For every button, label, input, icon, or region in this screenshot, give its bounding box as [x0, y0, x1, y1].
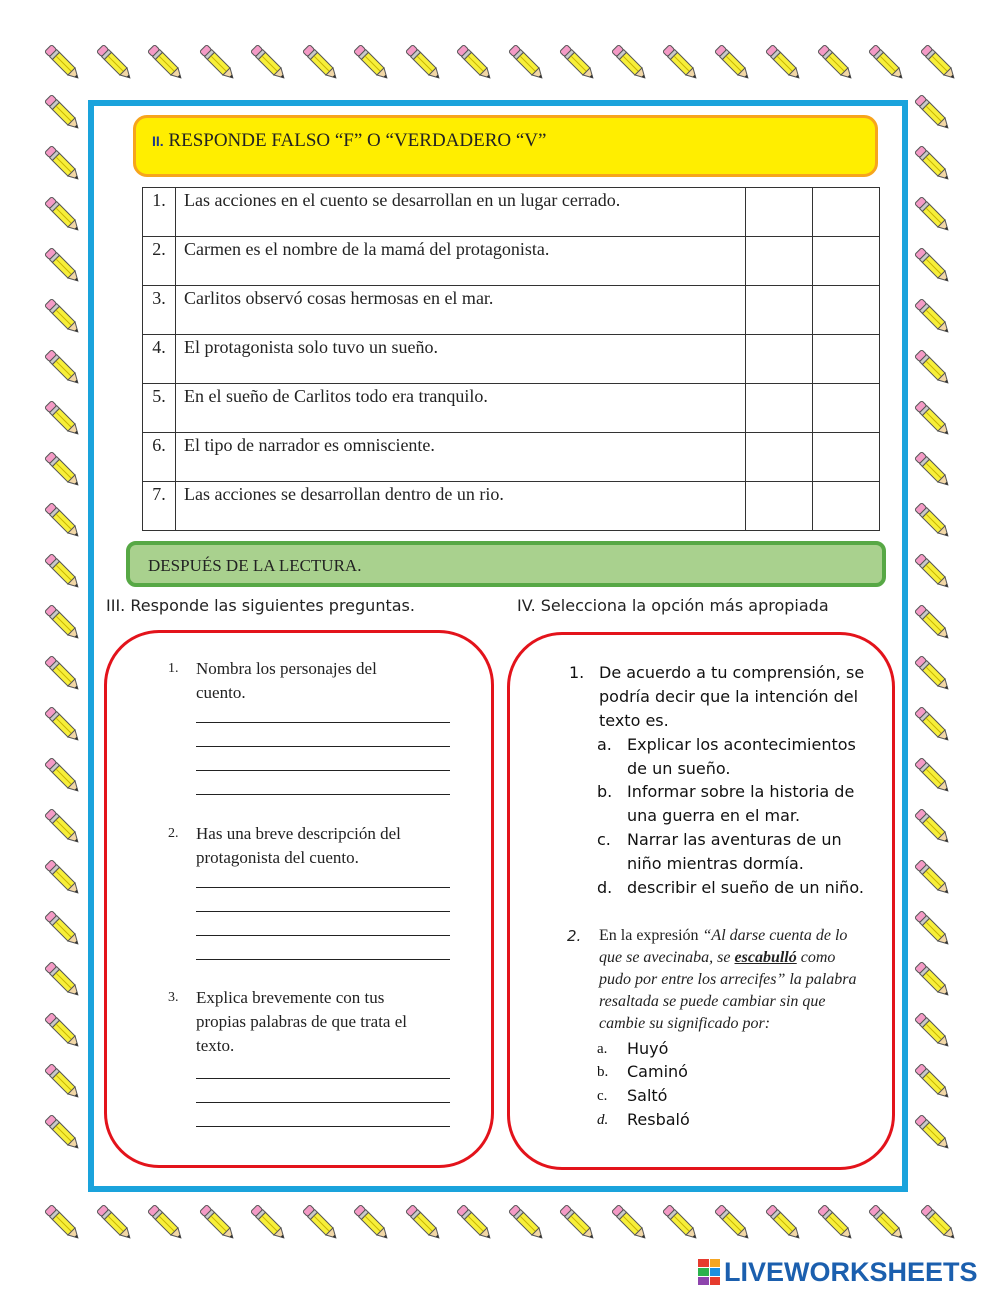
table-row	[143, 188, 880, 237]
pencil-icon	[910, 906, 956, 952]
question-text: podría decir que la intención del	[599, 687, 859, 706]
answer-box-v[interactable]	[813, 188, 880, 237]
answer-box-f[interactable]	[746, 286, 813, 335]
pencil-icon	[40, 600, 86, 646]
pencil-icon	[910, 1008, 956, 1054]
table-row	[143, 335, 880, 384]
pencil-icon	[910, 447, 956, 493]
row-number: 4.	[143, 335, 176, 384]
open-questions-card	[104, 630, 494, 1168]
mc-question-2	[567, 925, 867, 1035]
quote-text: “Al darse cuenta de lo que se avecinaba, se	[599, 927, 848, 966]
pencil-icon	[910, 345, 956, 391]
pencil-icon	[92, 40, 138, 86]
option-text: describir el sueño de un niño.	[627, 878, 864, 897]
answer-box-f[interactable]	[746, 188, 813, 237]
section-ii-number: II.	[152, 133, 164, 149]
answer-box-v[interactable]	[813, 286, 880, 335]
pencil-icon	[40, 1110, 86, 1156]
option-letter: b.	[597, 782, 613, 801]
pencil-icon	[40, 396, 86, 442]
pencil-icon	[710, 40, 756, 86]
pencil-icon	[40, 906, 86, 952]
answer-box-f[interactable]	[746, 433, 813, 482]
row-number: 6.	[143, 433, 176, 482]
question-text: propias palabras de que trata el	[196, 1012, 407, 1031]
pencil-icon	[916, 40, 962, 86]
pencil-icon	[40, 40, 86, 86]
mc-question-1	[569, 661, 879, 733]
answer-line[interactable]	[196, 935, 450, 936]
section-iii-title: III. Responde las siguientes preguntas.	[106, 596, 415, 615]
question-number: 1.	[569, 663, 585, 682]
question-text: Nombra los personajes del	[196, 659, 377, 678]
row-number: 5.	[143, 384, 176, 433]
option-text: Huyó	[627, 1039, 669, 1058]
mc1-option-c[interactable]	[597, 828, 842, 876]
option-letter: a.	[597, 735, 612, 754]
pencil-icon	[910, 855, 956, 901]
pencil-icon	[910, 957, 956, 1003]
mc2-option-c[interactable]	[597, 1084, 668, 1108]
pencil-icon	[40, 243, 86, 289]
statement-text: Carmen es el nombre de la mamá del protagonista.	[176, 237, 746, 286]
pencil-icon	[40, 141, 86, 187]
statement-text: Las acciones en el cuento se desarrollan en un lugar cerrado.	[176, 188, 746, 237]
after-reading-banner: DESPUÉS DE LA LECTURA.	[126, 541, 886, 587]
pencil-icon	[40, 90, 86, 136]
pencil-icon	[92, 1200, 138, 1246]
pencil-icon	[452, 40, 498, 86]
pencil-icon	[452, 1200, 498, 1246]
pencil-icon	[40, 192, 86, 238]
pencil-icon	[143, 1200, 189, 1246]
row-number: 3.	[143, 286, 176, 335]
pencil-icon	[195, 40, 241, 86]
option-text: niño mientras dormía.	[627, 854, 804, 873]
mc2-option-a[interactable]	[597, 1037, 669, 1061]
option-letter: b.	[597, 1064, 609, 1080]
option-text: Caminó	[627, 1062, 688, 1081]
pencil-icon	[40, 1059, 86, 1105]
answer-line[interactable]	[196, 911, 450, 912]
mc2-option-b[interactable]	[597, 1060, 688, 1084]
pencil-icon	[40, 702, 86, 748]
mc1-option-d[interactable]	[597, 876, 864, 900]
pencil-icon	[401, 1200, 447, 1246]
statement-text: El tipo de narrador es omnisciente.	[176, 433, 746, 482]
answer-line[interactable]	[196, 722, 450, 723]
question-number: 3.	[168, 990, 179, 1005]
pencil-icon	[40, 294, 86, 340]
answer-box-v[interactable]	[813, 237, 880, 286]
option-letter: c.	[597, 830, 611, 849]
pencil-icon	[40, 345, 86, 391]
answer-box-v[interactable]	[813, 384, 880, 433]
answer-line[interactable]	[196, 959, 450, 960]
pencil-icon	[349, 1200, 395, 1246]
pencil-icon	[910, 294, 956, 340]
pencil-icon	[761, 40, 807, 86]
option-text: de un sueño.	[627, 759, 731, 778]
question-text: texto es.	[599, 711, 669, 730]
table-row	[143, 237, 880, 286]
pencil-icon	[761, 1200, 807, 1246]
answer-box-f[interactable]	[746, 384, 813, 433]
pencil-icon	[658, 40, 704, 86]
pencil-icon	[555, 1200, 601, 1246]
logo-mark-icon	[698, 1259, 720, 1285]
question-intro: En la expresión	[599, 927, 703, 944]
pencil-icon	[864, 1200, 910, 1246]
pencil-icon	[910, 549, 956, 595]
answer-box-v[interactable]	[813, 335, 880, 384]
option-text: Saltó	[627, 1086, 668, 1105]
pencil-icon	[40, 447, 86, 493]
pencil-icon	[910, 1110, 956, 1156]
pencil-icon	[246, 40, 292, 86]
answer-box-v[interactable]	[813, 482, 880, 531]
table-row	[143, 384, 880, 433]
pencil-icon	[910, 90, 956, 136]
row-number: 2.	[143, 237, 176, 286]
pencil-icon	[504, 40, 550, 86]
option-letter: d.	[597, 878, 613, 897]
option-text: Resbaló	[627, 1110, 690, 1129]
mc2-option-d[interactable]	[597, 1108, 690, 1132]
question-text: cuento.	[196, 683, 246, 702]
answer-line[interactable]	[196, 1102, 450, 1103]
pencil-icon	[910, 396, 956, 442]
pencil-icon	[910, 600, 956, 646]
question-text: protagonista del cuento.	[196, 848, 359, 867]
option-letter: a.	[597, 1041, 608, 1057]
answer-line[interactable]	[196, 746, 450, 747]
answer-box-f[interactable]	[746, 482, 813, 531]
option-letter: c.	[597, 1088, 608, 1104]
option-text: una guerra en el mar.	[627, 806, 801, 825]
question-number: 2.	[168, 826, 179, 841]
table-row	[143, 286, 880, 335]
answer-box-f[interactable]	[746, 237, 813, 286]
pencil-icon	[195, 1200, 241, 1246]
answer-box-v[interactable]	[813, 433, 880, 482]
open-question-2	[168, 822, 401, 870]
section-ii-title: RESPONDE FALSO “F” O “VERDADERO “V”	[168, 130, 547, 151]
table-row	[143, 433, 880, 482]
pencil-icon	[813, 1200, 859, 1246]
table-row	[143, 482, 880, 531]
pencil-icon	[813, 40, 859, 86]
answer-line[interactable]	[196, 887, 450, 888]
answer-line[interactable]	[196, 794, 450, 795]
pencil-icon	[710, 1200, 756, 1246]
pencil-icon	[40, 549, 86, 595]
pencil-icon	[910, 141, 956, 187]
question-rest: la palabra resaltada se puede cambiar sin que cambie su significado por:	[599, 971, 857, 1032]
pencil-icon	[143, 40, 189, 86]
option-text: Explicar los acontecimientos	[627, 735, 856, 754]
pencil-icon	[40, 1008, 86, 1054]
pencil-icon	[40, 753, 86, 799]
statement-text: En el sueño de Carlitos todo era tranquilo.	[176, 384, 746, 433]
pencil-icon	[864, 40, 910, 86]
pencil-icon	[298, 40, 344, 86]
pencil-icon	[910, 804, 956, 850]
brand-name: LIVEWORKSHEETS	[724, 1256, 978, 1287]
question-number: 2.	[567, 927, 582, 945]
pencil-icon	[910, 243, 956, 289]
pencil-icon	[916, 1200, 962, 1246]
pencil-icon	[910, 651, 956, 697]
highlighted-word: escabulló	[734, 949, 797, 966]
statement-text: El protagonista solo tuvo un sueño.	[176, 335, 746, 384]
statement-text: Carlitos observó cosas hermosas en el mar.	[176, 286, 746, 335]
answer-line[interactable]	[196, 1078, 450, 1079]
pencil-icon	[349, 40, 395, 86]
question-text: Has una breve descripción del	[196, 824, 401, 843]
question-text: Explica brevemente con tus	[196, 988, 385, 1007]
liveworksheets-logo	[698, 1257, 978, 1287]
pencil-icon	[555, 40, 601, 86]
pencil-icon	[401, 40, 447, 86]
pencil-icon	[910, 702, 956, 748]
section-ii-banner	[133, 115, 878, 177]
row-number: 7.	[143, 482, 176, 531]
question-number: 1.	[168, 661, 179, 676]
pencil-icon	[910, 498, 956, 544]
pencil-icon	[607, 1200, 653, 1246]
statement-text: Las acciones se desarrollan dentro de un rio.	[176, 482, 746, 531]
open-question-3	[168, 986, 407, 1058]
pencil-icon	[910, 753, 956, 799]
true-false-table	[142, 187, 880, 531]
pencil-icon	[246, 1200, 292, 1246]
option-letter: d.	[597, 1112, 609, 1128]
mc1-option-b[interactable]	[597, 780, 855, 828]
section-iv-title: IV. Selecciona la opción más apropiada	[517, 596, 829, 615]
pencil-icon	[910, 1059, 956, 1105]
pencil-icon	[298, 1200, 344, 1246]
pencil-icon	[658, 1200, 704, 1246]
pencil-icon	[40, 651, 86, 697]
pencil-icon	[40, 957, 86, 1003]
row-number: 1.	[143, 188, 176, 237]
pencil-icon	[40, 804, 86, 850]
pencil-icon	[504, 1200, 550, 1246]
question-text: De acuerdo a tu comprensión, se	[599, 663, 865, 682]
mc1-option-a[interactable]	[597, 733, 856, 781]
pencil-icon	[40, 498, 86, 544]
pencil-icon	[607, 40, 653, 86]
answer-line[interactable]	[196, 1126, 450, 1127]
open-question-1	[168, 657, 377, 705]
answer-line[interactable]	[196, 770, 450, 771]
question-text: texto.	[196, 1036, 235, 1055]
pencil-icon	[40, 855, 86, 901]
answer-box-f[interactable]	[746, 335, 813, 384]
option-text: Informar sobre la historia de	[627, 782, 855, 801]
quote-text: como pudo por entre los arrecifes”	[599, 949, 836, 988]
pencil-icon	[40, 1200, 86, 1246]
pencil-icon	[910, 192, 956, 238]
option-text: Narrar las aventuras de un	[627, 830, 842, 849]
